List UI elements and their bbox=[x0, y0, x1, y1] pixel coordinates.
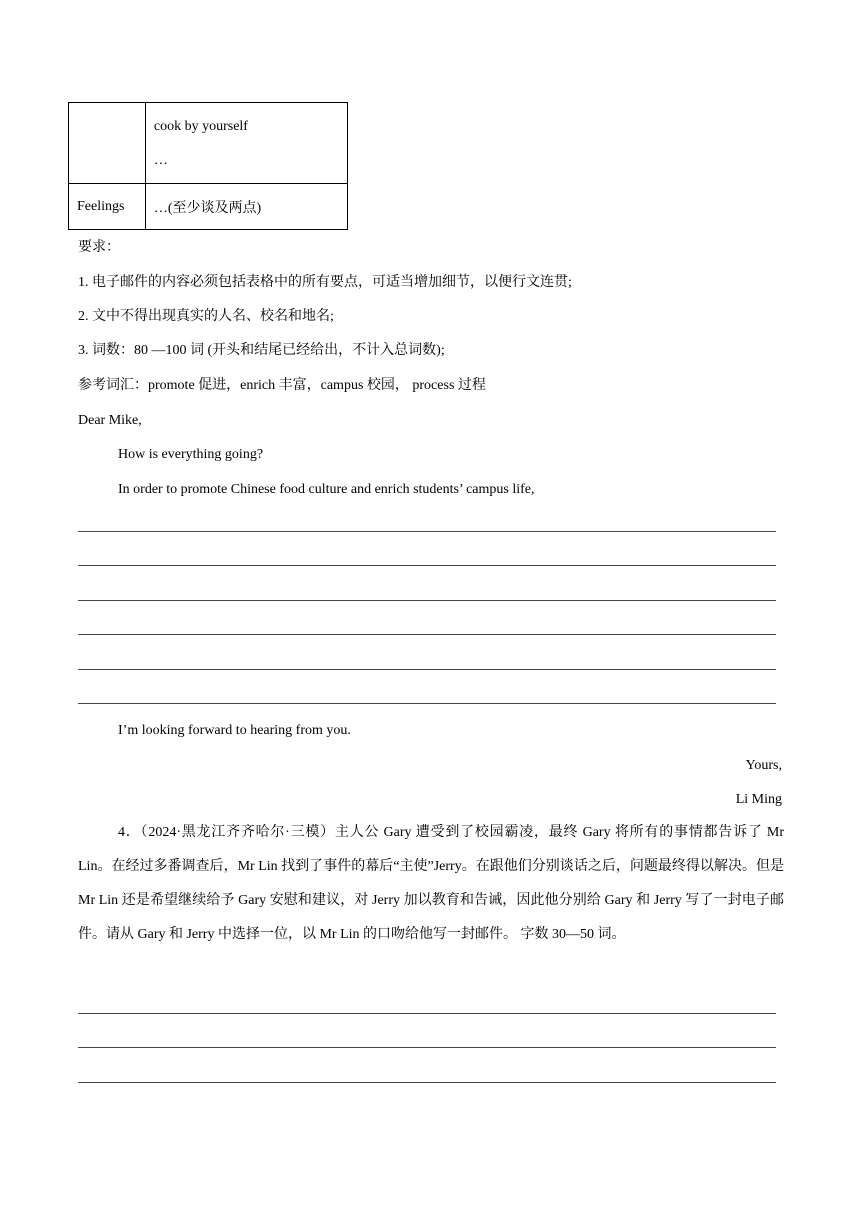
answer-line[interactable] bbox=[78, 1047, 776, 1048]
question-4-body: 4．（2024·黑龙江齐齐哈尔·三模）主人公 Gary 遭受到了校园霸凌，最终 Gary 将所有的事情都告诉了 Mr Lin。在经过多番调查后，Mr Lin 找到了事件的幕后“主使”Jerry。在跟他们分别谈话之后，问题最终得以解决。但是 Mr Lin 还是希望继续给予 Gary 安慰和建议，对 Jerry 加以教育和告诫，因此他分别给 Gary 和 Jerry 写了一封电子邮件。请从 Gary 和 Jerry 中选择一位，以 Mr Lin 的口吻给他写一封邮件。 字数 30—50 词。 bbox=[78, 825, 784, 942]
letter-opening: In order to promote Chinese food culture and enrich students’ campus life, bbox=[118, 482, 535, 497]
letter-signature: Li Ming bbox=[735, 792, 782, 807]
letter-closing: I’m looking forward to hearing from you. bbox=[118, 723, 351, 738]
answer-line[interactable] bbox=[78, 703, 776, 704]
table-cell-line: … bbox=[153, 153, 168, 168]
feelings-label: Feelings bbox=[77, 198, 125, 214]
table-row bbox=[69, 184, 348, 230]
letter-opening: How is everything going? bbox=[118, 447, 264, 462]
answer-line[interactable] bbox=[78, 1082, 776, 1083]
question-4-text bbox=[78, 816, 784, 952]
requirement-item: 3. 词数：80 —100 词 (开头和结尾已经给出，不计入总词数); bbox=[78, 343, 445, 358]
table-cell-content bbox=[145, 103, 347, 184]
requirements-heading: 要求： bbox=[78, 240, 120, 255]
answer-line[interactable] bbox=[78, 531, 776, 532]
table-row bbox=[69, 103, 348, 184]
letter-signoff: Yours, bbox=[745, 758, 782, 773]
table-cell-label bbox=[69, 184, 146, 230]
table-cell-line: cook by yourself bbox=[153, 119, 248, 134]
answer-line[interactable] bbox=[78, 600, 776, 601]
answer-line[interactable] bbox=[78, 669, 776, 670]
table-cell-content bbox=[145, 184, 347, 230]
reference-vocabulary: 参考词汇：promote 促进，enrich 丰富，campus 校园， process 过程 bbox=[78, 378, 486, 393]
answer-line[interactable] bbox=[78, 565, 776, 566]
answer-line[interactable] bbox=[78, 634, 776, 635]
requirement-item: 1. 电子邮件的内容必须包括表格中的所有要点，可适当增加细节，以便行文连贯; bbox=[78, 275, 572, 290]
feelings-content: …(至少谈及两点) bbox=[153, 200, 262, 216]
table-cell-label bbox=[69, 103, 146, 184]
requirement-item: 2. 文中不得出现真实的人名、校名和地名; bbox=[78, 309, 334, 324]
letter-salutation: Dear Mike, bbox=[78, 413, 142, 428]
answer-line[interactable] bbox=[78, 1013, 776, 1014]
prompt-table bbox=[68, 102, 348, 230]
